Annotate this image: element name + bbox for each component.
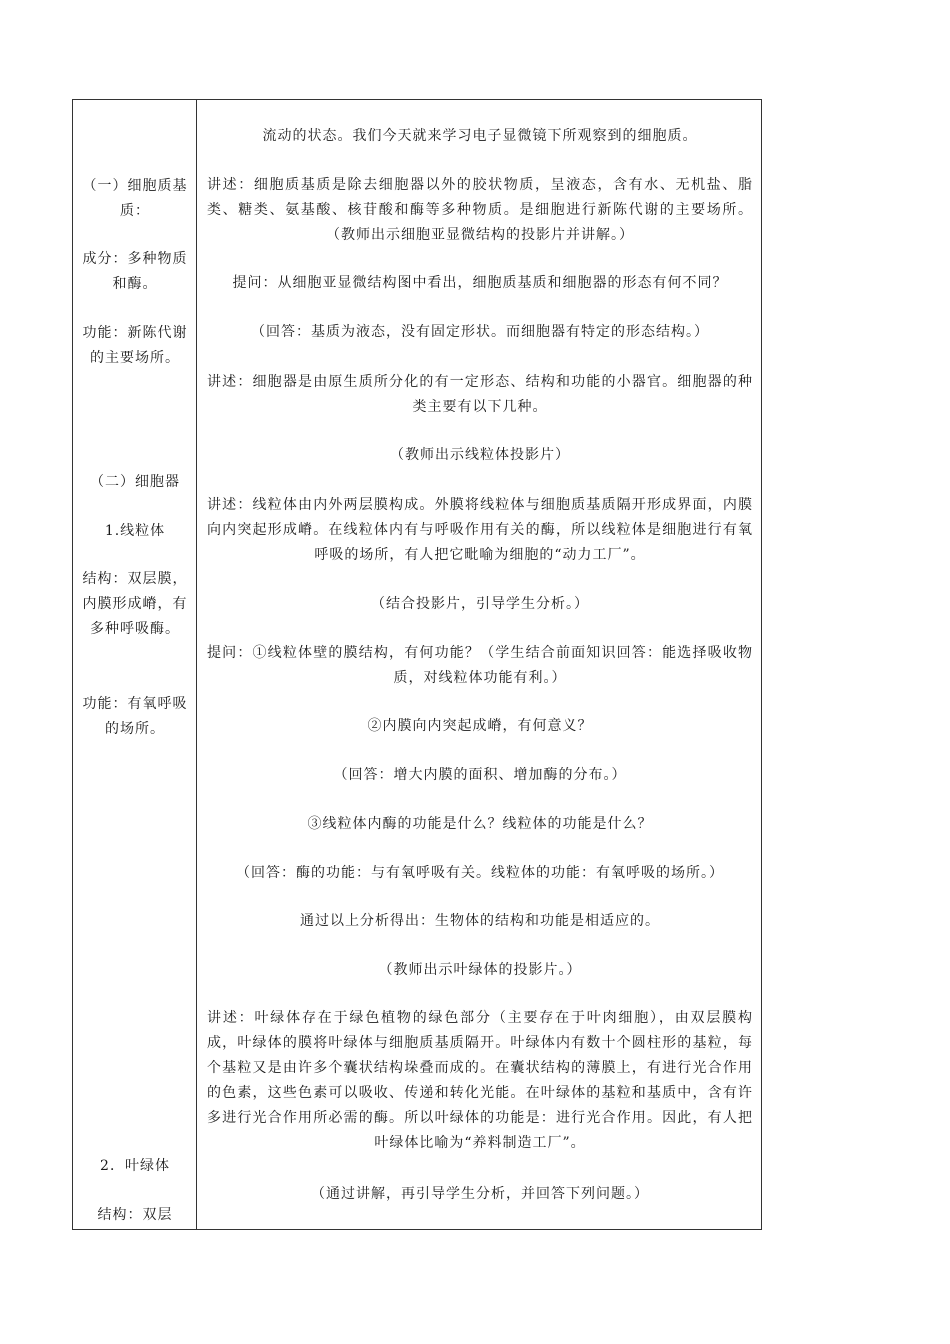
content-paragraph: （教师出示线粒体投影片） <box>390 447 570 463</box>
content-paragraph: （回答：酶的功能：与有氧呼吸有关。线粒体的功能：有氧呼吸的场所。） <box>236 865 724 881</box>
lesson-table <box>72 99 762 1230</box>
content-paragraph: 讲述：线粒体由内外两层膜构成。外膜将线粒体与细胞质基质隔开形成界面，内膜向内突起形成嵴。在线粒体内有与呼吸作用有关的酶，所以线粒体是细胞进行有氧呼吸的场所，有人把它毗喻为细胞的“动力工厂”。 <box>207 497 753 563</box>
content-paragraph: （结合投影片，引导学生分析。） <box>371 596 589 612</box>
content-paragraph: 流动的状态。我们今天就来学习电子显微镜下所观察到的细胞质。 <box>262 128 698 144</box>
outline-mitochondria: 1.线粒体 <box>104 523 166 539</box>
content-paragraph: ②内膜向内突起成嵴，有何意义？ <box>367 718 593 734</box>
content-paragraph: ③线粒体内酶的功能是什么？线粒体的功能是什么？ <box>307 816 653 832</box>
outline-mito-structure: 结构：双层膜，内膜形成嵴，有多种呼吸酶。 <box>82 571 188 637</box>
outline-organelles: （二）细胞器 <box>90 474 180 490</box>
content-column <box>197 100 763 1229</box>
outline-mito-function: 功能：有氧呼吸的场所。 <box>82 696 188 737</box>
content-paragraph: 讲述：叶绿体存在于绿色植物的绿色部分（主要存在于叶肉细胞），由双层膜构成，叶绿体的膜将叶绿体与细胞质基质隔开。叶绿体内有数十个圆柱形的基粒，每个基粒又是由许多个囊状结构垛叠而成的。在囊状结构的薄膜上，有进行光合作用的色素，这些色素可以吸收、传递和转化光能。在叶绿体的基粒和基质中，含有许多进行光合作用所必需的酶。所以叶绿体的功能是：进行光合作用。因此，有人把叶绿体比喻为“养料制造工厂”。 <box>207 1010 753 1151</box>
content-paragraph: （通过讲解，再引导学生分析，并回答下列问题。） <box>311 1186 649 1202</box>
outline-composition: 成分：多种物质和酶。 <box>82 251 188 292</box>
content-paragraph: （回答：基质为液态，没有固定形状。而细胞器有特定的形态结构。） <box>251 324 709 340</box>
content-paragraph: （教师出示叶绿体的投影片。） <box>378 962 582 978</box>
content-paragraph: 讲述：细胞器是由原生质所分化的有一定形态、结构和功能的小器官。细胞器的种类主要有以下几种。 <box>207 374 753 415</box>
content-paragraph: （回答：增大内膜的面积、增加酶的分布。） <box>333 767 627 783</box>
content-paragraph: 提问：①线粒体壁的膜结构，有何功能？（学生结合前面知识回答：能选择吸收物质，对线粒体功能有利。） <box>207 645 753 686</box>
outline-chloroplast: 2．叶绿体 <box>100 1158 170 1174</box>
outline-function: 功能：新陈代谢的主要场所。 <box>82 325 188 366</box>
content-paragraph: 讲述：细胞质基质是除去细胞器以外的胶状物质，呈液态，含有水、无机盐、脂类、糖类、氨基酸、核苷酸和酶等多种物质。是细胞进行新陈代谢的主要场所。（教师出示细胞亚显微结构的投影片并讲解。） <box>207 177 753 243</box>
content-paragraph: 通过以上分析得出：生物体的结构和功能是相适应的。 <box>300 913 660 929</box>
outline-cytoplasm-matrix: （一）细胞质基质： <box>82 178 188 219</box>
outline-chloro-structure: 结构：双层 <box>97 1207 173 1223</box>
content-paragraph: 提问：从细胞亚显微结构图中看出，细胞质基质和细胞器的形态有何不同？ <box>232 275 728 291</box>
outline-column <box>73 100 196 1229</box>
